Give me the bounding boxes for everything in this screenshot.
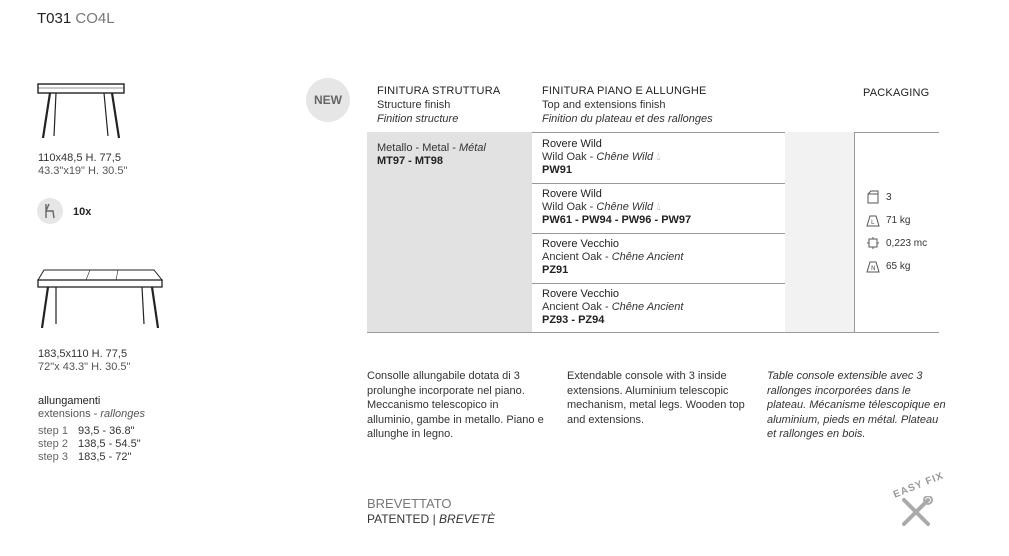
finish-fr: Métal xyxy=(458,142,486,154)
patent-fr: BREVETÈ xyxy=(439,512,496,526)
boxes-value: 3 xyxy=(886,191,892,203)
closed-dims-in: 43.3"x19" H. 30.5" xyxy=(38,165,128,177)
step-label: step 1 xyxy=(38,425,68,437)
top-finish-row: Rovere Vecchio Ancient Oak - Chêne Ancient PZ91 xyxy=(542,238,684,276)
packaging-divider xyxy=(854,132,855,332)
header-en: Top and extensions finish xyxy=(542,99,666,111)
closed-dims-cm: 110x48,5 H. 77,5 xyxy=(38,152,121,164)
packaging-net-weight xyxy=(866,259,927,273)
finish-fr: Chêne Wild xyxy=(596,151,654,163)
finish-swatch-column xyxy=(785,132,854,332)
volume-value: 0,223 mc xyxy=(886,237,928,249)
description-fr: Table console extensible avec 3 rallonges incorporées dans le plateau. Mécanisme télescopique en aluminium, pieds en métal. Plateau et rallonges en bois. xyxy=(767,370,946,440)
packaging-volume xyxy=(866,236,927,250)
finish-it: Rovere Wild xyxy=(542,138,602,150)
step-value: 183,5 - 72" xyxy=(78,451,132,463)
top-finish-row: Rovere Vecchio Ancient Oak - Chêne Ancient PZ93 - PZ94 xyxy=(542,288,684,326)
console-extended-drawing xyxy=(36,266,166,332)
water-drop-icon: 💧︎ xyxy=(656,151,661,163)
finish-codes: PZ93 - PZ94 xyxy=(542,314,605,326)
extensions-label: allungamenti xyxy=(38,395,101,407)
header-fr: Finition structure xyxy=(377,113,459,125)
easy-fix-badge xyxy=(880,470,952,542)
finish-en: Wild Oak xyxy=(542,151,587,163)
table-bottom-line xyxy=(367,332,939,333)
patent-label: BREVETTATO xyxy=(367,496,452,511)
finish-en: Ancient Oak xyxy=(542,301,602,313)
extended-dims-cm: 183,5x110 H. 77,5 xyxy=(38,348,128,360)
gross-weight-value: 71 kg xyxy=(886,214,911,226)
extended-dims-in: 72"x 43.3" H. 30.5" xyxy=(38,361,131,373)
finish-it: Rovere Vecchio xyxy=(542,288,620,300)
finish-it: Rovere Wild xyxy=(542,188,602,200)
top-finish-row: Rovere Wild Wild Oak - Chêne Wild 💧︎ PW61 - PW94 - PW96 - PW97 xyxy=(542,188,692,226)
water-drop-icon: 💧︎ xyxy=(656,201,661,213)
chair-icon xyxy=(37,198,63,224)
top-finish-header xyxy=(542,84,713,126)
top-finish-row: Rovere Wild Wild Oak - Chêne Wild 💧︎ PW91 xyxy=(542,138,661,176)
packaging-info xyxy=(866,190,927,273)
net-weight-value: 65 kg xyxy=(886,260,911,272)
header-en: Structure finish xyxy=(377,99,451,111)
step-value: 138,5 - 54.5" xyxy=(78,438,141,450)
volume-icon xyxy=(866,236,880,250)
weight-icon xyxy=(866,259,880,273)
finish-en: Ancient Oak xyxy=(542,251,602,263)
svg-text:L: L xyxy=(871,219,875,226)
closed-dimensions xyxy=(38,152,127,178)
finish-codes: PZ91 xyxy=(542,264,569,276)
finish-it: Metallo xyxy=(377,142,413,154)
product-model: CO4L xyxy=(75,10,115,27)
header-fr: Finition du plateau et des rallonges xyxy=(542,113,713,125)
step-row xyxy=(38,451,145,464)
step-label: step 3 xyxy=(38,451,68,463)
step-row xyxy=(38,425,145,438)
structure-finish-header xyxy=(377,84,500,126)
extensions-fr: rallonges xyxy=(100,408,146,420)
header-it: FINITURA STRUTTURA xyxy=(377,85,501,97)
finish-en: Metal xyxy=(422,142,450,154)
patent-en: PATENTED xyxy=(367,512,430,526)
finish-fr: Chêne Ancient xyxy=(611,301,684,313)
finish-codes: MT97 - MT98 xyxy=(377,155,444,167)
svg-text:N: N xyxy=(871,265,876,272)
new-badge: NEW xyxy=(306,78,350,122)
finish-fr: Chêne Wild xyxy=(596,201,654,213)
step-value: 93,5 - 36.8" xyxy=(78,425,135,437)
weight-icon xyxy=(866,213,880,227)
finish-it: Rovere Vecchio xyxy=(542,238,620,250)
easy-fix-label: EASY FIX xyxy=(891,470,946,501)
patent-separator: | xyxy=(432,512,436,526)
structure-finish-text: Metallo - Metal - Métal MT97 - MT98 xyxy=(377,142,486,167)
description-en: Extendable console with 3 inside extensions. Aluminium telescopic mechanism, metal legs. Wooden top and extensions. xyxy=(567,370,745,426)
step-row xyxy=(38,438,145,451)
description-it: Consolle allungabile dotata di 3 prolunghe incorporate nel piano. Meccanismo telescopico in alluminio, gambe in metallo. Piano e allunghe in legno. xyxy=(367,370,544,440)
step-label: step 2 xyxy=(38,438,68,450)
finish-codes: PW61 - PW94 - PW96 - PW97 xyxy=(542,214,692,226)
product-code: T031 xyxy=(37,10,72,27)
tools-icon xyxy=(900,496,934,528)
packaging-boxes xyxy=(866,190,927,204)
packaging-header xyxy=(863,86,929,100)
extensions-block xyxy=(38,395,145,464)
extensions-en: extensions xyxy=(38,408,91,420)
extended-dimensions xyxy=(38,348,130,374)
extensions-sublabel: extensions - rallonges xyxy=(38,408,146,420)
console-closed-drawing xyxy=(36,78,128,142)
finish-codes: PW91 xyxy=(542,164,572,176)
packaging-title: PACKAGING xyxy=(863,87,930,99)
finish-fr: Chêne Ancient xyxy=(611,251,684,263)
box-icon xyxy=(866,190,880,204)
header-it: FINITURA PIANO E ALLUNGHE xyxy=(542,85,707,97)
seat-count: 10x xyxy=(73,206,92,218)
product-title xyxy=(37,10,115,27)
patent-translations xyxy=(367,512,495,526)
packaging-gross-weight xyxy=(866,213,927,227)
finish-en: Wild Oak xyxy=(542,201,587,213)
